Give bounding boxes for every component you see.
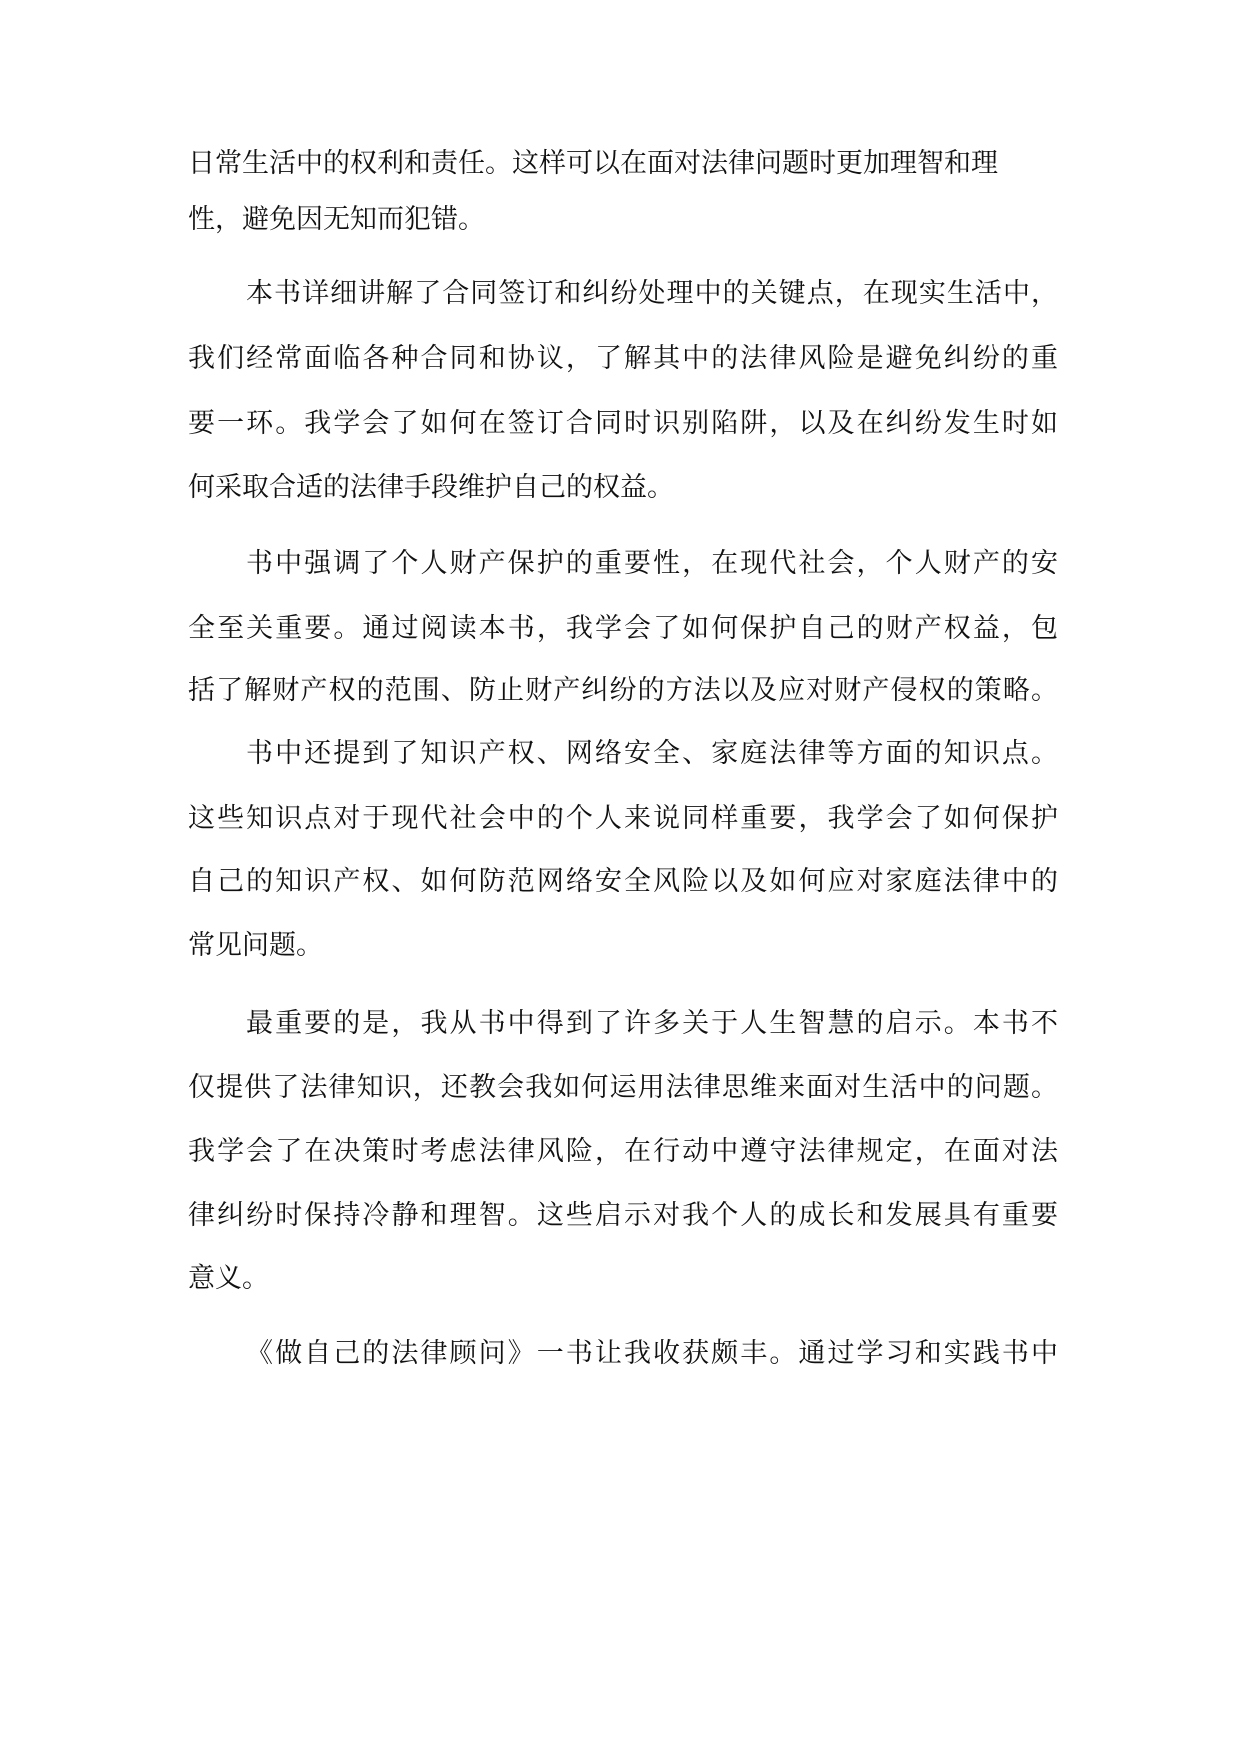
text-line: 我学会了在决策时考虑法律风险，在行动中遵守法律规定，在面对法 <box>188 1136 1058 1167</box>
paragraph-first-line: 《做自己的法律顾问》一书让我收获颇丰。通过学习和实践书中 <box>246 1338 1058 1369</box>
text-line: 自己的知识产权、如何防范网络安全风险以及如何应对家庭法律中的 <box>188 866 1058 897</box>
text-line: 全至关重要。通过阅读本书，我学会了如何保护自己的财产权益，包 <box>188 613 1058 644</box>
text-line: 我们经常面临各种合同和协议，了解其中的法律风险是避免纠纷的重 <box>188 343 1058 374</box>
text-line: 这些知识点对于现代社会中的个人来说同样重要，我学会了如何保护 <box>188 803 1058 834</box>
text-line: 常见问题。 <box>188 930 323 961</box>
text-line: 括了解财产权的范围、防止财产纠纷的方法以及应对财产侵权的策略。 <box>188 675 1058 706</box>
text-line: 何采取合适的法律手段维护自己的权益。 <box>188 472 674 503</box>
text-line: 日常生活中的权利和责任。这样可以在面对法律问题时更加理智和理 <box>188 148 998 179</box>
text-line: 仅提供了法律知识，还教会我如何运用法律思维来面对生活中的问题。 <box>188 1072 1058 1103</box>
text-line: 律纠纷时保持冷静和理智。这些启示对我个人的成长和发展具有重要 <box>188 1200 1058 1231</box>
text-line: 要一环。我学会了如何在签订合同时识别陷阱，以及在纠纷发生时如 <box>188 408 1058 439</box>
paragraph-first-line: 最重要的是，我从书中得到了许多关于人生智慧的启示。本书不 <box>246 1008 1058 1039</box>
text-line: 意义。 <box>188 1263 269 1294</box>
text-line: 性，避免因无知而犯错。 <box>188 204 485 235</box>
paragraph-first-line: 书中强调了个人财产保护的重要性，在现代社会，个人财产的安 <box>246 548 1058 579</box>
paragraph-first-line: 本书详细讲解了合同签订和纠纷处理中的关键点，在现实生活中， <box>246 278 1058 309</box>
paragraph-first-line: 书中还提到了知识产权、网络安全、家庭法律等方面的知识点。 <box>246 738 1058 769</box>
